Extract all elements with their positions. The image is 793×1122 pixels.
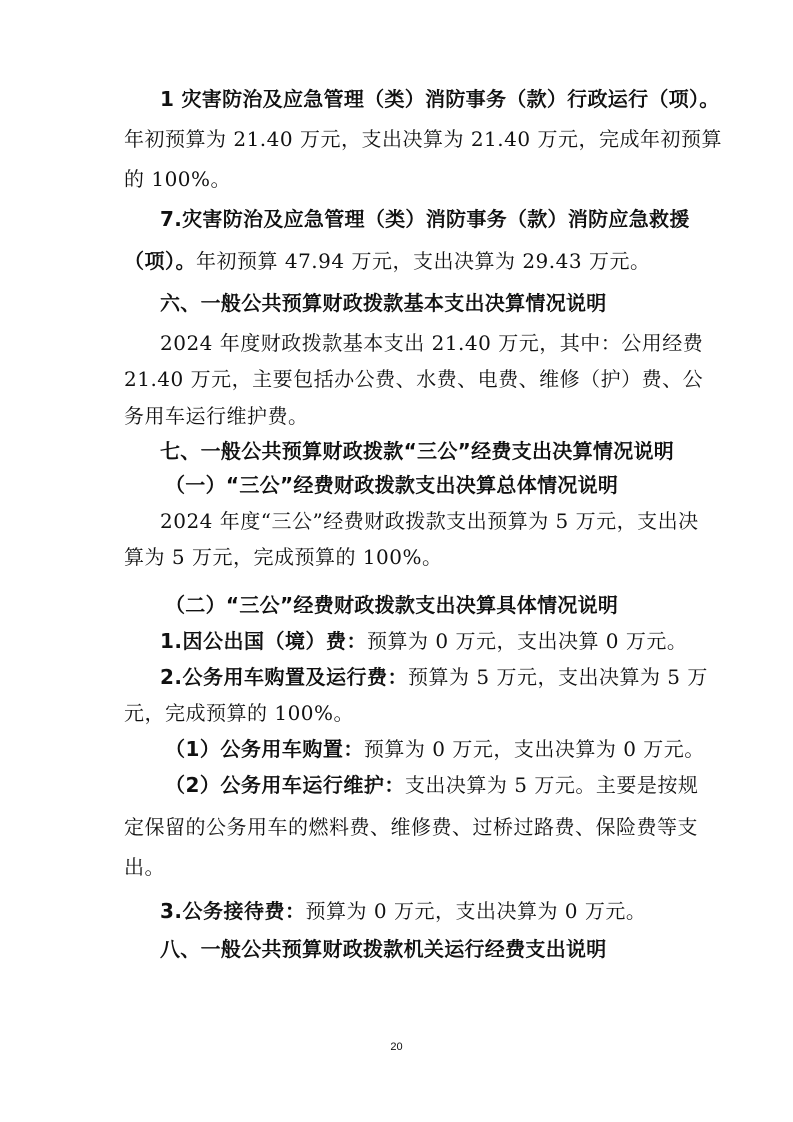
item6-line1: 年初预算为 21.40 万元，支出决算为 21.40 万元，完成年初预算 [124,127,722,151]
item7-body: 年初预算 47.94 万元，支出决算为 29.43 万元。 [196,249,651,273]
vehicle-text: 预算为 5 万元，支出决算为 5 万 [408,665,708,689]
official-travel-label: 1.因公出国（境）费： [160,629,368,653]
item7-title-end: （项）。 [124,249,196,273]
official-travel-text: 预算为 0 万元，支出决算 0 万元。 [367,629,688,653]
vehicle-operation-label: （2）公务用车运行维护： [165,773,405,797]
reception-label: 3.公务接待费： [160,899,306,923]
section7-sub2-heading: （二）“三公”经费财政拨款支出决算具体情况说明 [165,593,619,617]
item6-line2: 的 100%。 [124,167,232,191]
vehicle-purchase-label: （1）公务用车购置： [165,737,364,761]
reception-line [160,899,646,923]
item7-line2 [124,249,650,273]
vehicle-operation-text: 支出决算为 5 万元。主要是按规 [404,773,699,797]
reception-text: 预算为 0 万元，支出决算为 0 万元。 [305,899,647,923]
section6-heading: 六、一般公共预算财政拨款基本支出决算情况说明 [160,291,607,315]
vehicle-line2: 元，完成预算的 100%。 [124,701,355,725]
section7-heading: 七、一般公共预算财政拨款“三公”经费支出决算情况说明 [160,439,675,463]
section7-sub1-heading: （一）“三公”经费财政拨款支出决算总体情况说明 [165,473,619,497]
section8-heading: 八、一般公共预算财政拨款机关运行经费支出说明 [160,937,607,961]
vehicle-operation-line3: 出。 [124,855,165,879]
vehicle-line [160,665,708,689]
section6-line2: 21.40 万元，主要包括办公费、水费、电费、维修（护）费、公 [124,367,704,391]
item7-title: 7.灾害防治及应急管理（类）消防事务（款）消防应急救援 [160,207,690,231]
vehicle-operation-line2: 定保留的公务用车的燃料费、维修费、过桥过路费、保险费等支 [124,815,698,839]
section6-line1: 2024 年度财政拨款基本支出 21.40 万元，其中：公用经费 [160,331,704,355]
vehicle-purchase-line [165,737,705,761]
item6-title: 1 灾害防治及应急管理（类）消防事务（款）行政运行（项）。 [160,87,720,111]
section7-sub1-line2: 算为 5 万元，完成预算的 100%。 [124,545,443,569]
section7-sub1-line1: 2024 年度“三公”经费财政拨款支出预算为 5 万元，支出决 [160,509,699,533]
page-number: 20 [390,1041,403,1053]
section6-line3: 务用车运行维护费。 [124,404,309,428]
vehicle-purchase-text: 预算为 0 万元，支出决算为 0 万元。 [363,737,705,761]
official-travel-line [160,629,687,653]
vehicle-operation-line [165,773,698,797]
vehicle-label: 2.公务用车购置及运行费： [160,665,409,689]
